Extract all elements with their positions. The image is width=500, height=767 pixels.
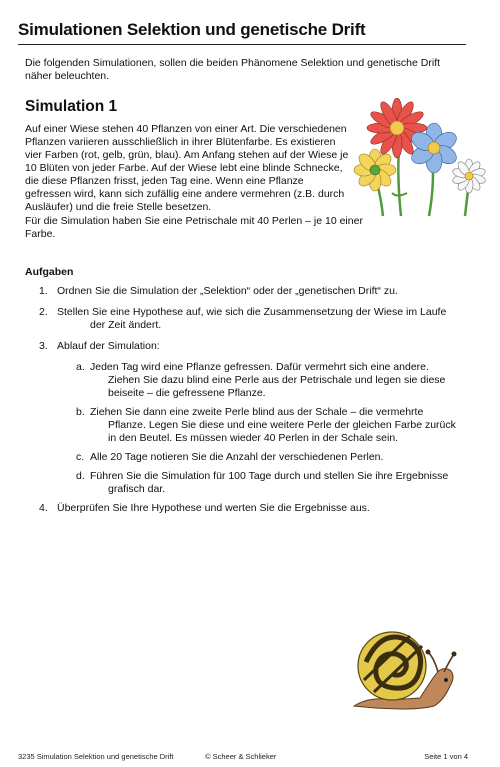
task-item-1 xyxy=(25,285,465,298)
footer-page-number: Seite 1 von 4 xyxy=(424,752,468,761)
task-number: 3. xyxy=(39,340,48,352)
flowers-illustration xyxy=(337,98,497,218)
simulation-material-paragraph: Für die Simulation haben Sie eine Petrischale mit 40 Perlen – je 10 einer Farbe. xyxy=(25,215,363,240)
white-flower-icon xyxy=(452,159,487,193)
task-item-4 xyxy=(25,502,465,515)
snail-antennae-icon xyxy=(428,652,454,672)
task-text-continuation: der Zeit ändert. xyxy=(90,319,162,331)
simulation-heading: Simulation 1 xyxy=(25,98,118,115)
page-title: Simulationen Selektion und genetische Drift xyxy=(18,20,466,45)
footer-document-id: 3235 Simulation Selektion und genetische Drift xyxy=(18,752,174,761)
subtask-letter: d. xyxy=(76,470,85,482)
subtask-b xyxy=(25,406,465,445)
subtask-text: Alle 20 Tage notieren Sie die Anzahl der verschiedenen Perlen. xyxy=(90,451,384,463)
task-text: Ablauf der Simulation: xyxy=(57,340,160,352)
subtask-letter: c. xyxy=(76,451,85,463)
subtask-d xyxy=(25,470,465,496)
task-item-3 xyxy=(25,340,465,353)
subtask-text: Jeden Tag wird eine Pflanze gefressen. Dafür vermehrt sich eine andere. xyxy=(90,361,429,373)
subtask-c xyxy=(25,451,465,464)
task-number: 4. xyxy=(39,502,48,514)
subtask-text-continuation: grafisch dar. xyxy=(108,483,166,495)
snail-illustration xyxy=(350,622,460,714)
subtask-text: Ziehen Sie dann eine zweite Perle blind aus der Schale – die vermehrte xyxy=(90,406,424,418)
task-item-2 xyxy=(25,306,465,332)
subtask-text-continuation: Pflanze. Legen Sie diese und eine weitere Perle der gleichen Farbe zurück in den Beutel. Es müssen wieder 40 Perlen in der Schale sein. xyxy=(108,419,456,444)
intro-text: Die folgenden Simulationen, sollen die beiden Phänomene Selektion und genetische Drift näher beleuchten. xyxy=(25,57,441,82)
subtask-a xyxy=(25,361,465,400)
footer-copyright: © Scheer & Schlieker xyxy=(205,752,277,761)
subtask-text-continuation: Ziehen Sie dazu blind eine Perle aus der Petrischale und legen sie diese beiseite – die gefressene Pflanze. xyxy=(108,374,446,399)
subtask-letter: a. xyxy=(76,361,85,373)
task-text: Überprüfen Sie Ihre Hypothese und werten Sie die Ergebnisse aus. xyxy=(57,502,370,514)
simulation-paragraph: Auf einer Wiese stehen 40 Pflanzen von einer Art. Die verschiedenen Pflanzen variieren ausschließlich in ihrer Blütenfarbe. Es existieren vier Farben (rot, gelb, grün, blau). Am Anfang stehen auf der Wiese je 10 Blüten von jeder Farbe. Auf der Wiese lebt eine blinde Schnecke, die diese Pflanzen frisst, jeden Tag eine. Wenn eine Pflanze gefressen wird, kann sich zufällig eine andere vermehren (z.B. durch Ausläufer) und die freie Stelle besetzen. xyxy=(25,123,349,213)
yellow-flower-icon xyxy=(354,149,396,191)
snail-shell xyxy=(358,632,426,700)
task-number: 1. xyxy=(39,285,48,297)
task-text: Stellen Sie eine Hypothese auf, wie sich die Zusammensetzung der Wiese im Laufe xyxy=(57,306,447,318)
tasks-list xyxy=(25,285,465,523)
task-text: Ordnen Sie die Simulation der „Selektion“ oder der „genetischen Drift“ zu. xyxy=(57,285,398,297)
task-number: 2. xyxy=(39,306,48,318)
subtask-text: Führen Sie die Simulation für 100 Tage durch und stellen Sie ihre Ergebnisse xyxy=(90,470,449,482)
subtask-letter: b. xyxy=(76,406,85,418)
tasks-heading: Aufgaben xyxy=(25,266,74,278)
